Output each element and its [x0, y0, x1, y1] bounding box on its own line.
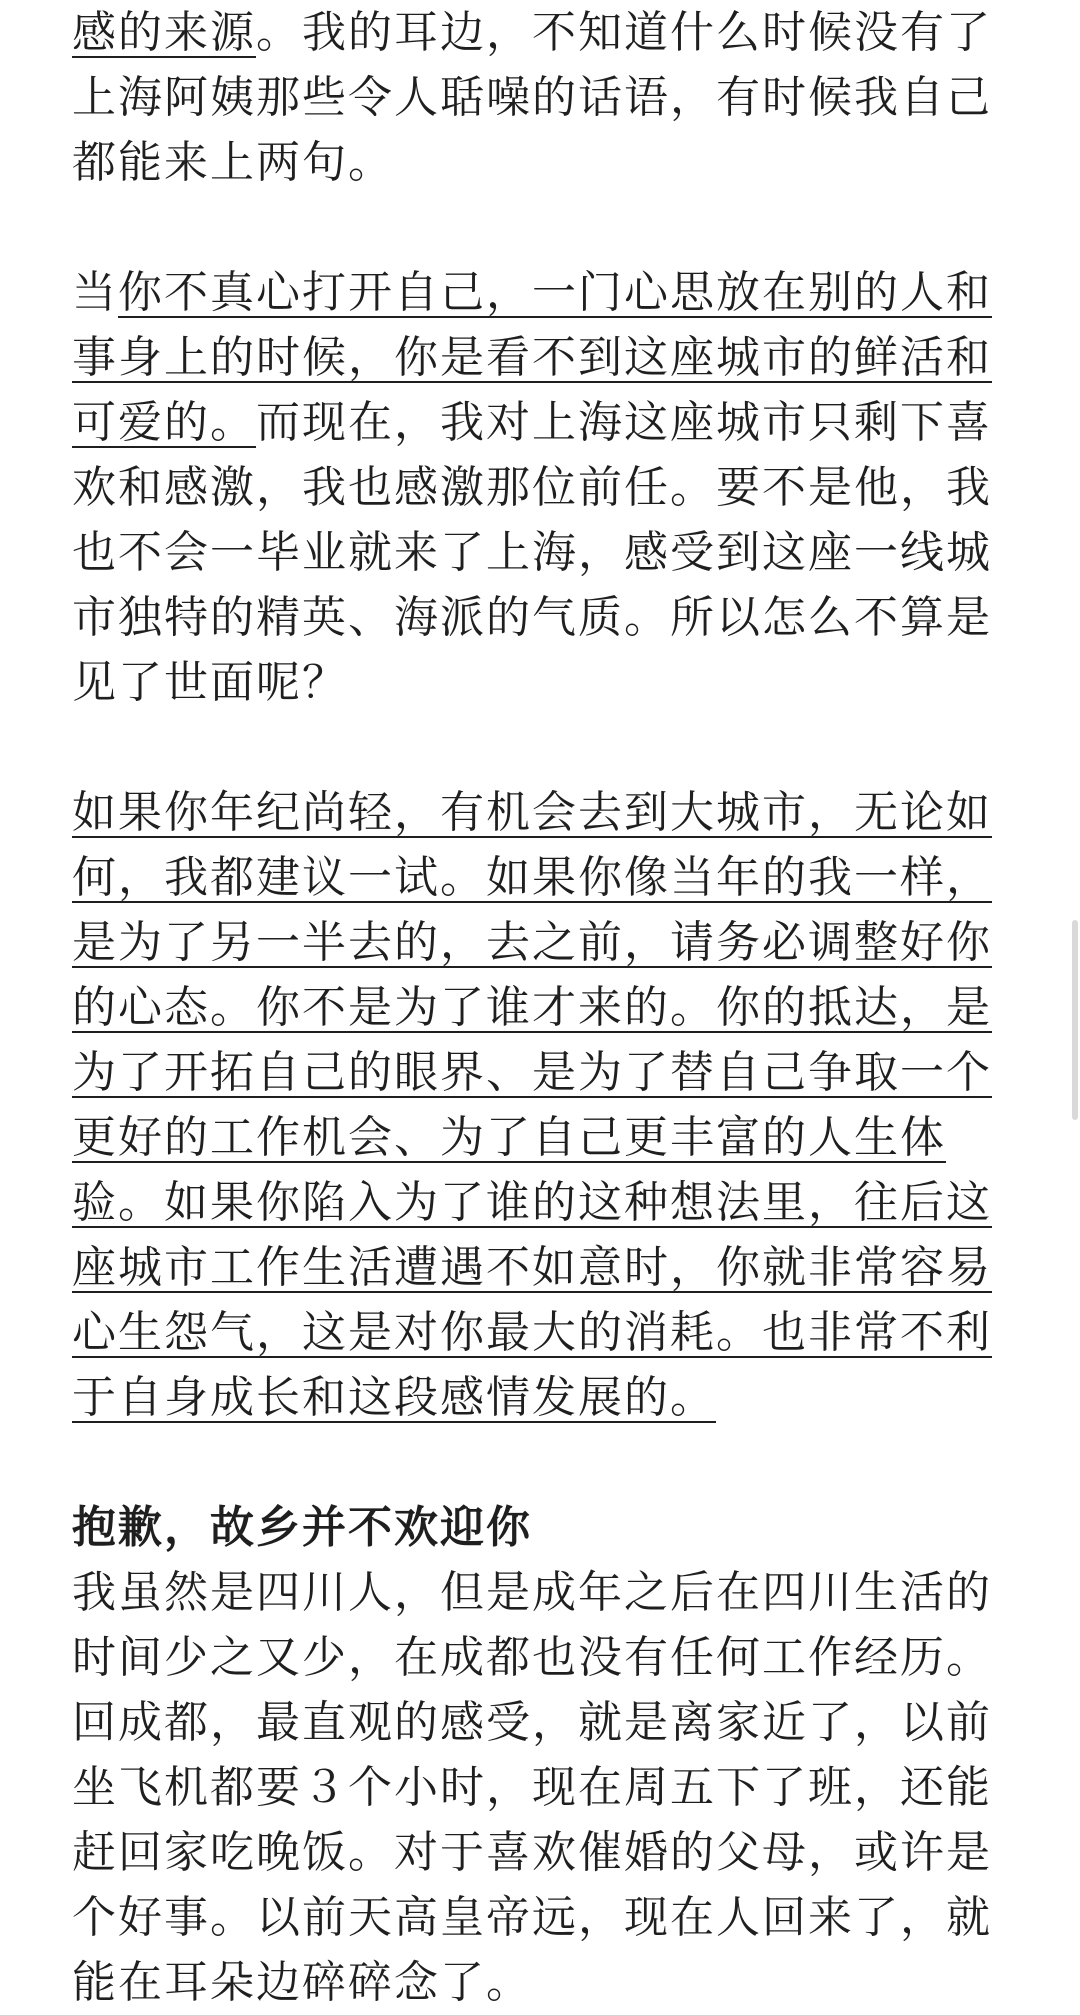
paragraph-text: 当: [72, 267, 118, 318]
paragraph-spacer: [72, 715, 1012, 780]
underlined-phrase: 你不真心打开自己，一门心思放在别的人和事身上的时候，你是看不到这座城市的鲜活和可爱的。: [72, 267, 992, 448]
paragraph-4: 我虽然是四川人，但是成年之后在四川生活的时间少之又少，在成都也没有任何工作经历。回成都，最直观的感受，就是离家近了，以前坐飞机都要３个小时，现在周五下了班，还能赶回家吃晚饭。对于喜欢催婚的父母，或许是个好事。以前天高皇帝远，现在人回来了，就能在耳朵边碎碎念了。: [72, 1567, 992, 2008]
section-heading: 抱歉，故乡并不欢迎你: [72, 1502, 532, 1553]
paragraph-spacer: [72, 1430, 1012, 1495]
scrollbar-thumb[interactable]: [1072, 920, 1078, 1120]
paragraph-text: 而现在，我对上海这座城市只剩下喜欢和感激，我也感激那位前任。要不是他，我也不会一毕业就来了上海，感受到这座一线城市独特的精英、海派的气质。所以怎么不算是见了世面呢？: [72, 397, 992, 708]
paragraph-3: [72, 780, 1012, 1430]
paragraph-2: [72, 260, 1012, 715]
article-body: [72, 0, 1012, 2015]
underlined-phrase: 如果你年纪尚轻，有机会去到大城市，无论如何，我都建议一试。如果你像当年的我一样，是为了另一半去的，去之前，请务必调整好你的心态。你不是为了谁才来的。你的抵达，是为了开拓自己的眼界、是为了替自己争取一个更好的工作机会、为了自己更丰富的人生体验。如果你陷入为了谁的这种想法里，往后这座城市工作生活遭遇不如意时，你就非常容易心生怨气，这是对你最大的消耗。也非常不利于自身成长和这段感情发展的。: [72, 787, 992, 1423]
paragraph-1: [72, 0, 1012, 195]
underlined-phrase: 感的来源: [72, 7, 256, 58]
paragraph-spacer: [72, 195, 1012, 260]
paragraph-text: 。我的耳边，不知道什么时候没有了上海阿姨那些令人聒噪的话语，有时候我自己都能来上两句。: [72, 7, 992, 188]
